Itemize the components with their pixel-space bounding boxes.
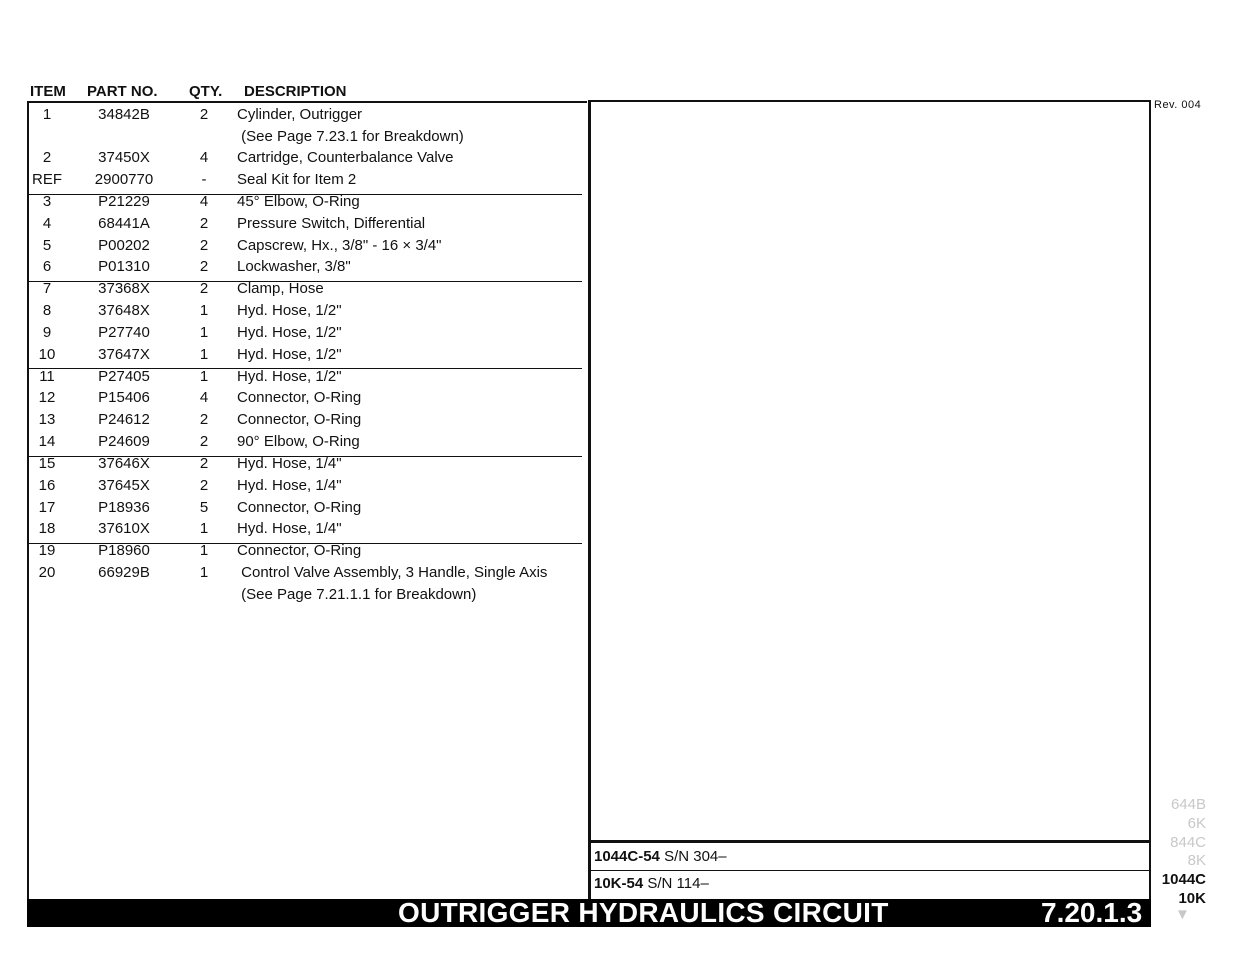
description: Hyd. Hose, 1/4" xyxy=(237,455,342,472)
side-index-item: 844C xyxy=(1170,834,1206,851)
item-number: 17 xyxy=(38,499,56,516)
part-number: P18960 xyxy=(98,542,150,559)
item-number: 2 xyxy=(42,149,52,166)
item-number: 18 xyxy=(38,520,56,537)
quantity: 4 xyxy=(199,389,209,406)
model-serial: S/N 304– xyxy=(664,848,727,865)
description: Hyd. Hose, 1/2" xyxy=(237,346,342,363)
quantity: 2 xyxy=(199,258,209,275)
quantity: 1 xyxy=(199,346,209,363)
quantity: 5 xyxy=(199,499,209,516)
quantity: 2 xyxy=(199,215,209,232)
part-number: 68441A xyxy=(98,215,150,232)
header-description: DESCRIPTION xyxy=(244,83,347,100)
description: Cartridge, Counterbalance Valve xyxy=(237,149,454,166)
description: Hyd. Hose, 1/2" xyxy=(237,324,342,341)
description: Pressure Switch, Differential xyxy=(237,215,426,232)
part-number: 66929B xyxy=(98,564,150,581)
quantity: 1 xyxy=(199,542,209,559)
item-number: 10 xyxy=(38,346,56,363)
part-number: 37610X xyxy=(98,520,150,537)
quantity: 2 xyxy=(199,237,209,254)
quantity: 1 xyxy=(199,564,209,581)
item-number: 8 xyxy=(42,302,52,319)
description: Hyd. Hose, 1/2" xyxy=(237,302,342,319)
quantity: 4 xyxy=(199,149,209,166)
description: Connector, O-Ring xyxy=(237,542,362,559)
quantity: - xyxy=(201,171,207,188)
part-number: P27405 xyxy=(98,368,150,385)
quantity: 2 xyxy=(199,106,209,123)
side-index-item-active: 1044C xyxy=(1161,871,1206,888)
revision-label: Rev. 004 xyxy=(1154,99,1202,111)
description: Control Valve Assembly, 3 Handle, Single Axis xyxy=(237,564,548,581)
header-part-no: PART NO. xyxy=(87,83,158,100)
description: Lockwasher, 3/8" xyxy=(237,258,351,275)
page-number: 7.20.1.3 xyxy=(1041,897,1143,928)
part-number: P01310 xyxy=(98,258,150,275)
item-number: 12 xyxy=(38,389,56,406)
page-title: OUTRIGGER HYDRAULICS CIRCUIT xyxy=(398,897,889,928)
part-number: 34842B xyxy=(98,106,150,123)
part-number: 37646X xyxy=(98,455,150,472)
description: 90° Elbow, O-Ring xyxy=(237,433,360,450)
part-number: 37648X xyxy=(98,302,150,319)
description: Hyd. Hose, 1/2" xyxy=(237,368,342,385)
item-number: 13 xyxy=(38,411,56,428)
item-number: 1 xyxy=(42,106,52,123)
side-index-item-active: 10K xyxy=(1178,890,1206,907)
model-serial: S/N 114– xyxy=(647,875,709,892)
item-number: REF xyxy=(32,171,62,188)
quantity: 2 xyxy=(199,280,209,297)
item-number: 20 xyxy=(38,564,56,581)
description: 45° Elbow, O-Ring xyxy=(237,193,360,210)
part-number: 37368X xyxy=(98,280,150,297)
part-number: 37645X xyxy=(98,477,150,494)
quantity: 2 xyxy=(199,411,209,428)
part-number: 37450X xyxy=(98,149,150,166)
part-number: P24609 xyxy=(98,433,150,450)
item-number: 6 xyxy=(42,258,52,275)
item-number: 16 xyxy=(38,477,56,494)
quantity: 1 xyxy=(199,302,209,319)
side-index-item: 644B xyxy=(1170,796,1206,813)
description: Clamp, Hose xyxy=(237,280,324,297)
part-number: P27740 xyxy=(98,324,150,341)
model-row-1 xyxy=(594,848,727,865)
model-row-2 xyxy=(594,875,709,892)
part-number: 2900770 xyxy=(94,171,154,188)
quantity: 2 xyxy=(199,477,209,494)
header-item: ITEM xyxy=(30,83,66,100)
item-number: 9 xyxy=(42,324,52,341)
model-separator-thin xyxy=(590,870,1151,871)
description: Connector, O-Ring xyxy=(237,389,362,406)
header-qty: QTY. xyxy=(189,83,223,100)
description: Hyd. Hose, 1/4" xyxy=(237,477,342,494)
part-number: P00202 xyxy=(98,237,150,254)
model-name: 10K-54 xyxy=(594,875,644,892)
model-name: 1044C-54 xyxy=(594,848,660,865)
item-number: 19 xyxy=(38,542,56,559)
description: Connector, O-Ring xyxy=(237,411,362,428)
item-number: 14 xyxy=(38,433,56,450)
down-triangle-icon: ▼ xyxy=(1175,906,1190,923)
quantity: 1 xyxy=(199,324,209,341)
item-number: 5 xyxy=(42,237,52,254)
quantity: 1 xyxy=(199,368,209,385)
part-number: P24612 xyxy=(98,411,150,428)
item-number: 7 xyxy=(42,280,52,297)
description: Cylinder, Outrigger xyxy=(237,106,363,123)
item-number: 4 xyxy=(42,215,52,232)
part-number: P18936 xyxy=(98,499,150,516)
item-number: 3 xyxy=(42,193,52,210)
description: Seal Kit for Item 2 xyxy=(237,171,357,188)
description: Hyd. Hose, 1/4" xyxy=(237,520,342,537)
part-number: P21229 xyxy=(98,193,150,210)
item-number: 15 xyxy=(38,455,56,472)
side-index-item: 8K xyxy=(1187,852,1206,869)
quantity: 2 xyxy=(199,433,209,450)
description: Capscrew, Hx., 3/8" - 16 × 3/4" xyxy=(237,237,442,254)
item-number: 11 xyxy=(39,368,55,385)
quantity: 4 xyxy=(199,193,209,210)
part-number: 37647X xyxy=(98,346,150,363)
description: Connector, O-Ring xyxy=(237,499,362,516)
part-number: P15406 xyxy=(98,389,150,406)
description: (See Page 7.21.1.1 for Breakdown) xyxy=(237,586,477,603)
model-separator xyxy=(590,840,1151,843)
quantity: 2 xyxy=(199,455,209,472)
quantity: 1 xyxy=(199,520,209,537)
description: (See Page 7.23.1 for Breakdown) xyxy=(237,128,464,145)
side-index-item: 6K xyxy=(1187,815,1206,832)
illustration-frame xyxy=(588,100,1151,900)
